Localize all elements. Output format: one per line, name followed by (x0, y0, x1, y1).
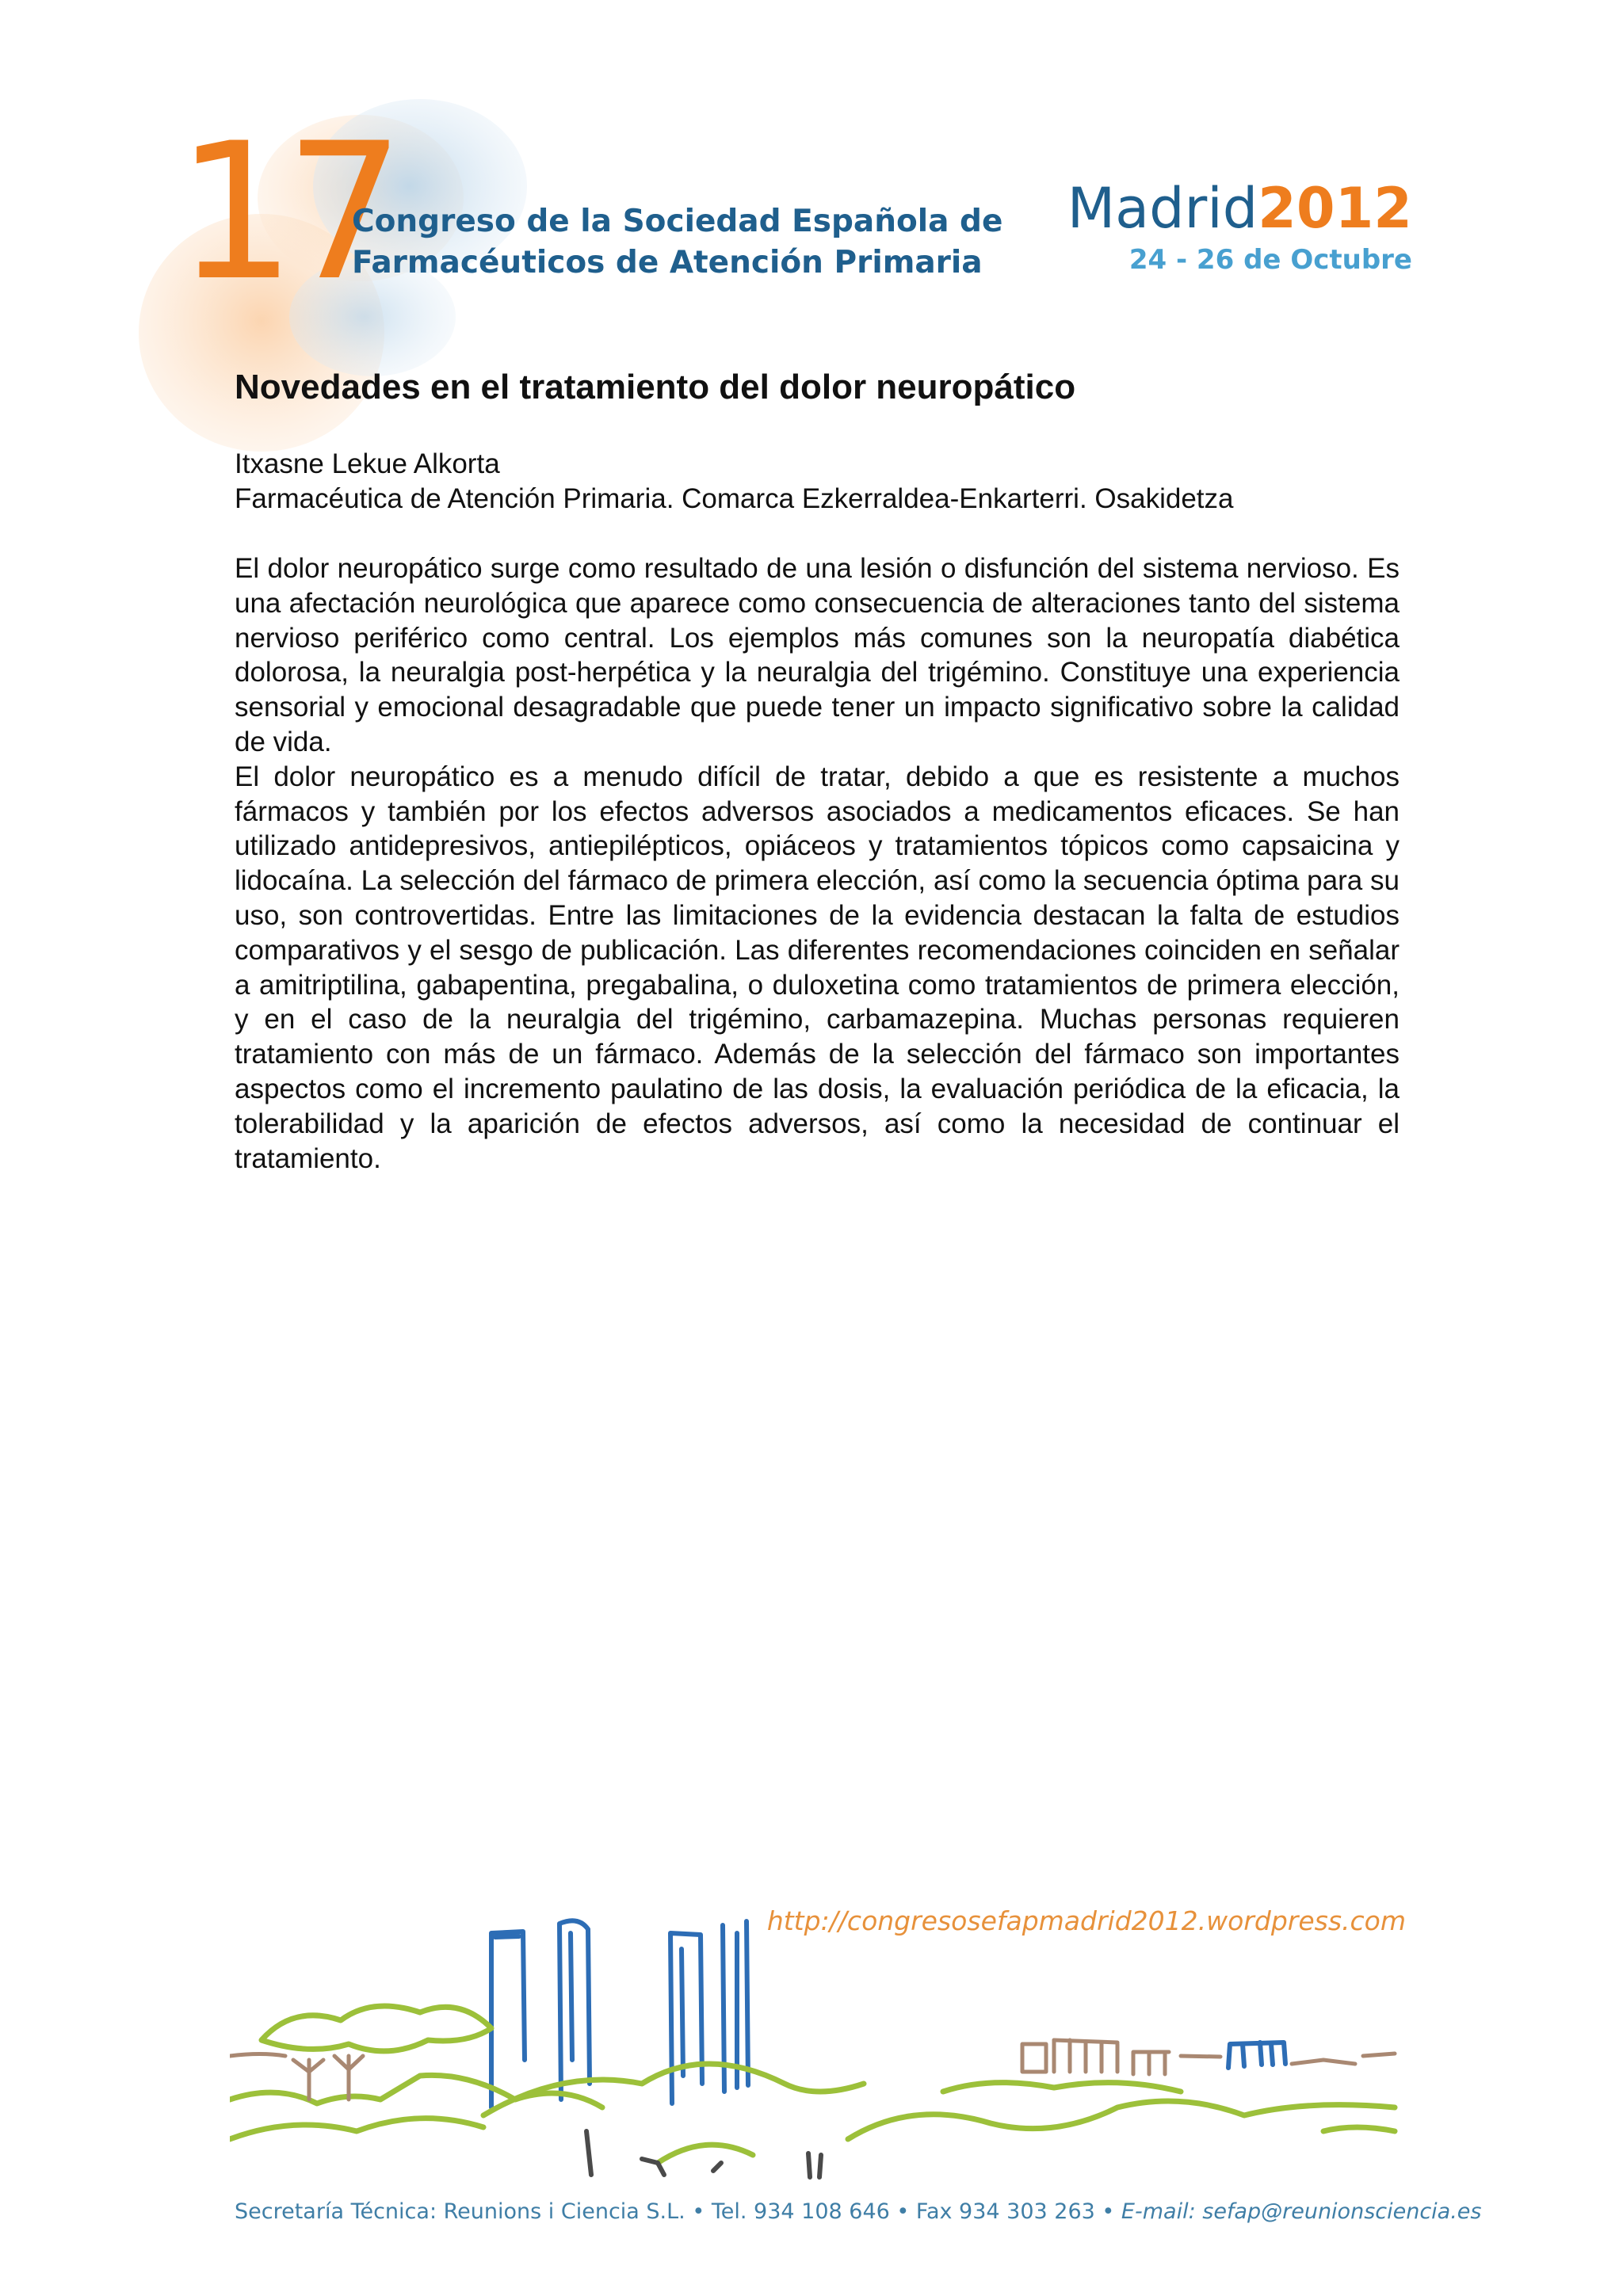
author-affiliation: Farmacéutica de Atención Primaria. Comarca Ezkerraldea-Enkarterri. Osakidetza (235, 483, 1234, 514)
body-paragraph-1: El dolor neuropático surge como resultado de una lesión o disfunción del sistema nervioso. Es una afectación neurológica que aparece como consecuencia de alteraciones tanto del sistema nervioso periférico como central. Los ejemplos más comunes son la neuropatía diabética dolorosa, la neuralgia post-herpética y la neuralgia del trigémino. Constituye una experiencia sensorial y emocional desagradable que puede tener un impacto significativo sobre la calidad de vida. (235, 553, 1400, 757)
congress-name (352, 201, 1002, 284)
event-location-block (1067, 176, 1412, 276)
congress-name-line2: Farmacéuticos de Atención Primaria (352, 245, 983, 280)
page-title: Novedades en el tratamiento del dolor neuropático (235, 368, 1076, 406)
congress-name-line1: Congreso de la Sociedad Española de (352, 204, 1003, 239)
event-city: Madrid (1067, 176, 1258, 241)
congress-website-link[interactable]: http://congresosefapmadrid2012.wordpress.com (766, 1905, 1406, 1936)
body-paragraph-2: El dolor neuropático es a menudo difícil de tratar, debido a que es resistente a muchos fármacos y también por los efectos adversos asociados a medicamentos eficaces. Se han utilizado antidepresivos, antiepilépticos, opiáceos y tratamientos tópicos como capsaicina y lidocaína. La selección del fármaco de primera elección, así como la secuencia óptima para su uso, son controvertidas. Entre las limitaciones de la evidencia destacan la falta de estudios comparativos y el sesgo de publicación. Las diferentes recomendaciones coinciden en señalar a amitriptilina, gabapentina, pregabalina, o duloxetina como tratamientos de primera elección, y en el caso de la neuralgia del trigémino, carbamazepina. Muchas personas requieren tratamiento con más de un fármaco. Además de la selección del fármaco son importantes aspectos como el incremento paulatino de las dosis, la evaluación periódica de la eficacia, la tolerabilidad y la aparición de efectos adversos, así como la necesidad de continuar el tratamiento. (235, 761, 1400, 1174)
author-block (235, 447, 1400, 517)
madrid-skyline-icon (230, 1901, 1403, 2187)
congress-number: 17 (176, 103, 394, 322)
author-name: Itxasne Lekue Alkorta (235, 448, 500, 479)
footer-email[interactable]: E-mail: sefap@reunionsciencia.es (1121, 2199, 1482, 2224)
footer-contact (235, 2199, 1481, 2224)
article (235, 366, 1400, 1176)
event-year: 2012 (1258, 176, 1412, 241)
footer-contact-info: Secretaría Técnica: Reunions i Ciencia S.L. • Tel. 934 108 646 • Fax 934 303 263 • (235, 2199, 1121, 2224)
event-dates: 24 - 26 de Octubre (1128, 244, 1412, 276)
